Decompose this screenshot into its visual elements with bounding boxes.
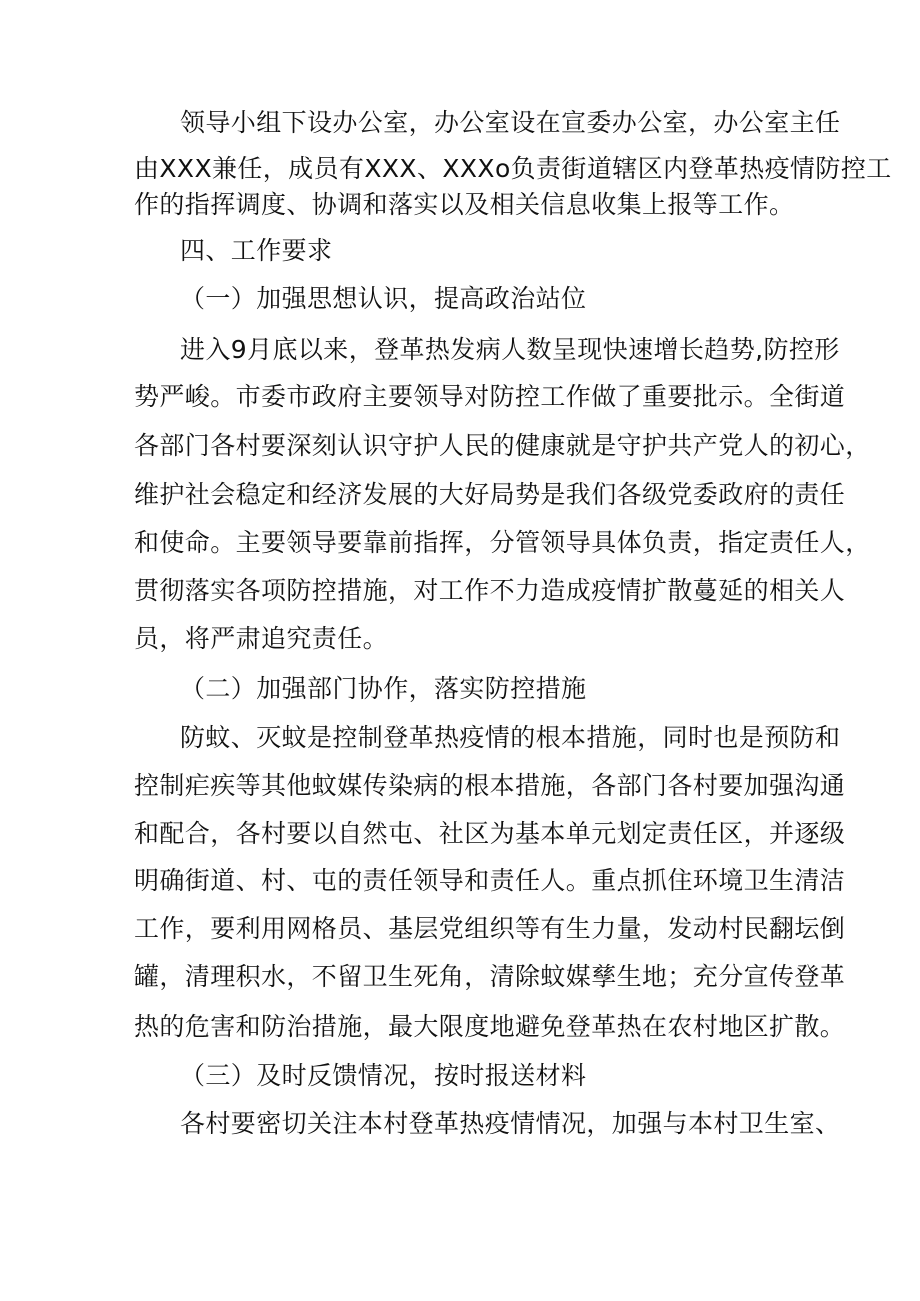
section-heading-4: 四、工作要求 [180, 236, 333, 265]
paragraph-1-line-1: 领导小组下设办公室，办公室设在宣委办公室，办公室主任 [180, 108, 841, 137]
paragraph-3-line-4: 明确街道、村、屯的责任领导和责任人。重点抓住环境卫生清洁 [134, 866, 846, 895]
subheading-2: （二）加强部门协作，落实防控措施 [180, 674, 587, 703]
paragraph-3-line-6: 罐，清理积水，不留卫生死角，清除蚊媒孳生地；充分宣传登革 [134, 962, 846, 991]
paragraph-2-line-5: 和使命。主要领导要靠前指挥，分管领导具体负责，指定责任人， [134, 528, 871, 557]
paragraph-3-line-7: 热的危害和防治措施，最大限度地避免登革热在农村地区扩散。 [134, 1012, 846, 1041]
subheading-3: （三）及时反馈情况，按时报送材料 [180, 1061, 587, 1090]
paragraph-2-line-1: 进入9月底以来，登革热发病人数呈现快速增长趋势,防控形 [180, 335, 840, 364]
paragraph-2-line-7: 员，将严肃追究责任。 [134, 624, 389, 653]
paragraph-3-line-1: 防蚊、灭蚊是控制登革热疫情的根本措施，同时也是预防和 [180, 723, 841, 752]
paragraph-2-line-6: 贯彻落实各项防控措施，对工作不力造成疫情扩散蔓延的相关人 [134, 576, 846, 605]
subheading-1: （一）加强思想认识，提高政治站位 [180, 284, 587, 313]
paragraph-4-line-1: 各村要密切关注本村登革热疫情情况，加强与本村卫生室、 [180, 1109, 841, 1138]
paragraph-2-line-3: 各部门各村要深刻认识守护人民的健康就是守护共产党人的初心， [134, 431, 871, 460]
paragraph-1-line-3: 作的指挥调度、协调和落实以及相关信息收集上报等工作。 [134, 190, 795, 219]
paragraph-1-line-2: 由XXX兼任，成员有XXX、XXXo负责街道辖区内登革热疫情防控工 [134, 154, 892, 183]
paragraph-2-line-4: 维护社会稳定和经济发展的大好局势是我们各级党委政府的责任 [134, 480, 846, 509]
paragraph-3-line-3: 和配合，各村要以自然屯、社区为基本单元划定责任区，并逐级 [134, 819, 846, 848]
paragraph-3-line-2: 控制疟疾等其他蚊媒传染病的根本措施，各部门各村要加强沟通 [134, 771, 846, 800]
paragraph-3-line-5: 工作，要利用网格员、基层党组织等有生力量，发动村民翻坛倒 [134, 914, 846, 943]
paragraph-2-line-2: 势严峻。市委市政府主要领导对防控工作做了重要批示。全街道 [134, 382, 846, 411]
